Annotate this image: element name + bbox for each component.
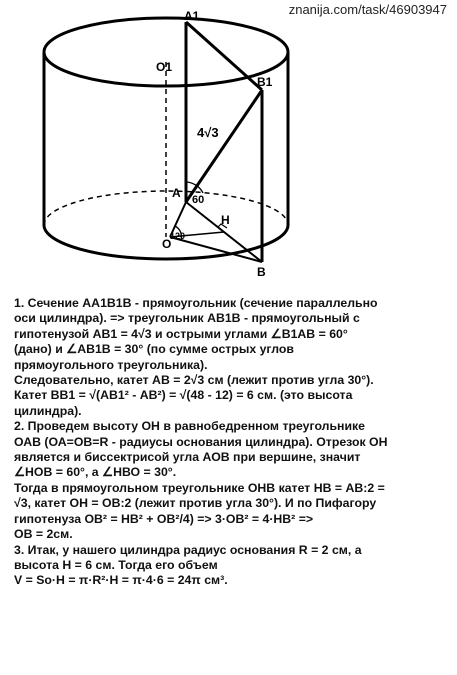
- label-angle-60: 60: [192, 194, 205, 206]
- segment-A1B1: [186, 22, 262, 90]
- solution-line: является и биссектрисой угла АОВ при вершине, значит: [14, 450, 361, 465]
- label-O1: O1: [156, 60, 173, 74]
- watermark: znanija.com/task/46903947: [288, 2, 447, 17]
- label-B: B: [257, 265, 266, 279]
- solution-line: V = Sо·H = π·R²·H = π·4·6 = 24π см³.: [14, 573, 228, 588]
- label-H: H: [221, 213, 230, 227]
- solution-line: ОАВ (ОА=ОВ=R - радиусы основания цилиндра). Отрезок ОН: [14, 434, 388, 449]
- solution-line: 2. Проведем высоту ОН в равнобедренном треугольнике: [14, 419, 366, 434]
- solution-line: ОВ = 2см.: [14, 527, 73, 542]
- solution-line: 1. Сечение АА1В1В - прямоугольник (сечение параллельно: [14, 296, 378, 310]
- solution-line: оси цилиндра). => треугольник АВ1В - прямоугольный с: [14, 311, 360, 326]
- label-angle-120: 120: [170, 231, 186, 241]
- label-B1: B1: [257, 75, 273, 89]
- solution-line: цилиндра).: [14, 403, 82, 418]
- solution-line: Тогда в прямоугольном треугольнике ОНВ катет НВ = АВ:2 =: [14, 480, 385, 495]
- solution-line: 3. Итак, у нашего цилиндра радиус основания R = 2 см, а: [14, 542, 362, 557]
- label-AB1-length: 4√3: [197, 125, 219, 140]
- solution-line: прямоугольного треугольника).: [14, 357, 208, 372]
- label-O: O: [162, 237, 172, 251]
- label-A1: A1: [184, 9, 200, 23]
- solution-line: гипотенузой АВ1 = 4√3 и острыми углами ∠В1АВ = 60°: [14, 326, 348, 341]
- solution-line: ∠НОВ = 60°, а ∠НВО = 30°.: [14, 465, 177, 480]
- cylinder-figure: [0, 0, 457, 290]
- solution-line: (дано) и ∠АВ1В = 30° (по сумме острых углов: [14, 342, 294, 357]
- solution-line: Следовательно, катет АВ = 2√3 см (лежит против угла 30°).: [14, 373, 374, 388]
- solution-line: гипотенуза ОВ² = НВ² + ОВ²/4) => 3·ОВ² = 4·НВ² =>: [14, 511, 314, 526]
- solution-line: высота Н = 6 см. Тогда его объем: [14, 557, 218, 572]
- label-A: A: [172, 186, 181, 200]
- solution-text: [14, 296, 454, 589]
- solution-line: √3, катет ОН = ОВ:2 (лежит против угла 30°). И по Пифагору: [14, 496, 377, 511]
- solution-line: Катет ВВ1 = √(АВ1² - АВ²) = √(48 - 12) = 6 см. (это высота: [14, 388, 353, 403]
